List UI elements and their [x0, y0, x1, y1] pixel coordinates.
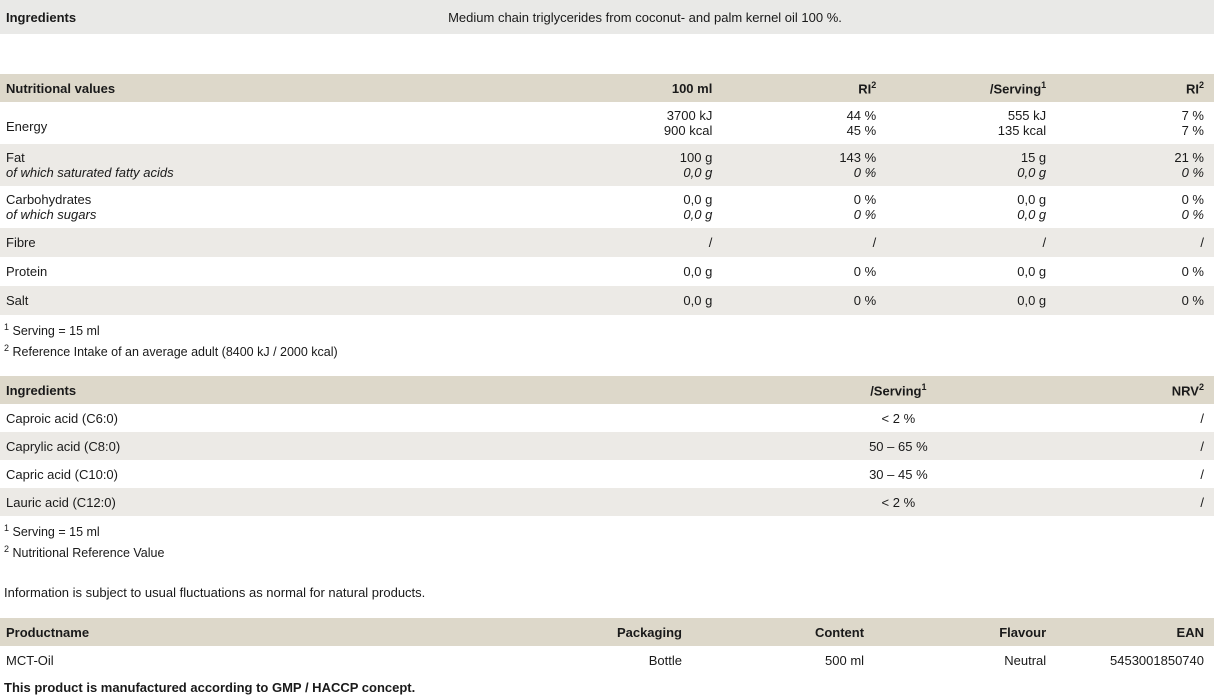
- table-row: [0, 207, 1214, 228]
- nutrition-cell: 0 %: [722, 165, 886, 186]
- table-row: [0, 102, 1214, 123]
- nutrition-cell: 555 kJ: [886, 102, 1056, 123]
- fatty-acid-serving: < 2 %: [753, 404, 1044, 432]
- nutrition-header-title: [0, 74, 558, 102]
- nutrition-header-serving-text: /Serving: [989, 81, 1042, 97]
- nutrition-cell: /: [886, 228, 1056, 257]
- footnote-marker: 1: [4, 523, 10, 534]
- table-row: [0, 646, 1214, 674]
- product-header-row: [0, 618, 1214, 646]
- nutrition-cell: 44 %: [722, 102, 886, 123]
- product-header-content: Content: [692, 618, 874, 646]
- footnote-text: Reference Intake of an average adult (8400 kJ / 2000 kcal): [9, 344, 338, 359]
- nutrition-header-row: [0, 74, 1214, 102]
- nutrition-cell: 143 %: [722, 144, 886, 165]
- product-name: MCT-Oil: [0, 646, 510, 674]
- nutrition-header-per100-text: 100 ml: [671, 80, 713, 96]
- fatty-acids-footnotes: [0, 516, 1214, 563]
- spacer-before-fatty-acids: [0, 362, 1214, 376]
- nutrition-cell: 3700 kJ: [558, 102, 722, 123]
- nutrition-cell: 0,0 g: [886, 286, 1056, 315]
- nutrition-cell: 0 %: [1056, 257, 1214, 286]
- fatty-acid-name: Capric acid (C10:0): [0, 460, 753, 488]
- fluctuation-note: Information is subject to usual fluctuations as normal for natural products.: [4, 585, 426, 601]
- fatty-acids-header-nrv-text: NRV: [1171, 383, 1199, 399]
- nutrition-row-carbohydrates-label: Carbohydrates: [0, 186, 558, 207]
- nutrition-cell: 0 %: [722, 257, 886, 286]
- nutrition-row-energy-label: Energy: [0, 102, 558, 144]
- nutrition-cell: 0,0 g: [558, 186, 722, 207]
- nutrition-cell: 0 %: [1056, 165, 1214, 186]
- product-flavour: Neutral: [874, 646, 1056, 674]
- product-ean: 5453001850740: [1056, 646, 1214, 674]
- fatty-acids-footnote-1: [4, 522, 1214, 543]
- fatty-acid-nrv: /: [1044, 432, 1214, 460]
- spacer-before-product: [0, 600, 1214, 618]
- fatty-acids-header-serving: [753, 376, 1044, 404]
- nutrition-cell: 15 g: [886, 144, 1056, 165]
- nutrition-header-serving: [886, 74, 1056, 102]
- nutrition-cell: 0,0 g: [558, 286, 722, 315]
- nutrition-cell: 100 g: [558, 144, 722, 165]
- fatty-acids-footnote-2: [4, 543, 1214, 564]
- nutrition-cell: 21 %: [1056, 144, 1214, 165]
- nutrition-cell: 0 %: [722, 286, 886, 315]
- nutrition-cell: /: [558, 228, 722, 257]
- ingredients-strip: [0, 0, 1214, 34]
- nutrition-cell: 0,0 g: [886, 207, 1056, 228]
- nutrition-row-fibre-label: Fibre: [0, 228, 558, 257]
- footnote-text: Serving = 15 ml: [9, 324, 100, 339]
- table-row: [0, 460, 1214, 488]
- table-row: [0, 165, 1214, 186]
- nutrition-header-ri1-text: RI: [858, 81, 872, 97]
- nutrition-cell: 135 kcal: [886, 123, 1056, 144]
- footnote-marker: 2: [4, 342, 10, 353]
- fatty-acids-header-ingredients-text: Ingredients: [6, 382, 77, 398]
- fatty-acid-name: Caprylic acid (C8:0): [0, 432, 753, 460]
- nutrition-cell: 0,0 g: [558, 257, 722, 286]
- nutrition-footnote-1: [4, 321, 1214, 342]
- nutrition-header-serving-sup: 1: [1041, 79, 1047, 90]
- nutrition-row-protein-label: Protein: [0, 257, 558, 286]
- nutrition-footnotes: [0, 315, 1214, 362]
- spacer-before-info: [0, 563, 1214, 581]
- nutrition-header-title-text: Nutritional values: [6, 80, 116, 96]
- table-row: [0, 228, 1214, 257]
- nutrition-cell: /: [1056, 228, 1214, 257]
- ingredients-strip-value: Medium chain triglycerides from coconut- and palm kernel oil 100 %.: [448, 9, 842, 25]
- nutrition-cell: 0,0 g: [558, 165, 722, 186]
- nutrition-cell: 0 %: [1056, 207, 1214, 228]
- product-header-ean: EAN: [1056, 618, 1214, 646]
- nutrition-row-salt-label: Salt: [0, 286, 558, 315]
- product-content: 500 ml: [692, 646, 874, 674]
- nutrition-header-per100: [558, 74, 722, 102]
- ingredients-strip-label: Ingredients: [6, 9, 77, 25]
- fatty-acid-serving: 50 – 65 %: [753, 432, 1044, 460]
- fatty-acid-name: Caproic acid (C6:0): [0, 404, 753, 432]
- nutrition-header-ri1: [722, 74, 886, 102]
- nutrition-row-fat-label: Fat: [0, 144, 558, 165]
- table-row: [0, 488, 1214, 516]
- nutrition-header-ri2-sup: 2: [1198, 79, 1204, 90]
- table-row: [0, 432, 1214, 460]
- nutrition-footnote-2: [4, 342, 1214, 363]
- nutrition-cell: 7 %: [1056, 123, 1214, 144]
- fatty-acids-header-serving-text: /Serving: [870, 383, 922, 399]
- nutrition-cell: 0 %: [1056, 186, 1214, 207]
- product-header-packaging: Packaging: [510, 618, 692, 646]
- table-row: [0, 186, 1214, 207]
- product-table: [0, 618, 1214, 674]
- nutrition-cell: 0 %: [1056, 286, 1214, 315]
- fatty-acids-header-ingredients: [0, 376, 753, 404]
- footnote-marker: 1: [4, 322, 10, 332]
- product-header-flavour: Flavour: [874, 618, 1056, 646]
- fatty-acids-header-row: [0, 376, 1214, 404]
- ingredients-strip-row: [0, 0, 1214, 34]
- nutrition-header-ri2: [1056, 74, 1214, 102]
- nutrition-cell: 7 %: [1056, 102, 1214, 123]
- footnote-text: Serving = 15 ml: [9, 525, 100, 540]
- fatty-acid-nrv: /: [1044, 488, 1214, 516]
- table-row: [0, 404, 1214, 432]
- product-header-name: Productname: [0, 618, 510, 646]
- table-row: [0, 144, 1214, 165]
- nutrition-cell: 0,0 g: [886, 165, 1056, 186]
- footnote-marker: 2: [4, 543, 10, 554]
- spacer-after-ingredients: [0, 34, 1214, 74]
- nutrition-table: [0, 74, 1214, 315]
- nutrition-cell: 0,0 g: [558, 207, 722, 228]
- table-row: [0, 286, 1214, 315]
- fatty-acids-header-serving-sup: 1: [921, 381, 927, 392]
- nutrition-cell: 900 kcal: [558, 123, 722, 144]
- footnote-text: Nutritional Reference Value: [9, 545, 165, 560]
- nutrition-row-saturated-label: of which saturated fatty acids: [0, 165, 558, 186]
- nutrition-cell: 0,0 g: [886, 257, 1056, 286]
- table-row: [0, 257, 1214, 286]
- fatty-acid-nrv: /: [1044, 460, 1214, 488]
- fatty-acid-nrv: /: [1044, 404, 1214, 432]
- fatty-acid-name: Lauric acid (C12:0): [0, 488, 753, 516]
- product-packaging: Bottle: [510, 646, 692, 674]
- nutrition-header-ri1-sup: 2: [871, 79, 877, 90]
- fatty-acid-serving: 30 – 45 %: [753, 460, 1044, 488]
- nutrition-cell: 45 %: [722, 123, 886, 144]
- nutrition-cell: 0 %: [722, 186, 886, 207]
- nutrition-row-sugars-label: of which sugars: [0, 207, 558, 228]
- gmp-haccp-note: This product is manufactured according to GMP / HACCP concept.: [4, 680, 416, 695]
- nutrition-header-ri2-text: RI: [1185, 81, 1199, 97]
- fatty-acid-serving: < 2 %: [753, 488, 1044, 516]
- nutrition-cell: 0,0 g: [886, 186, 1056, 207]
- fatty-acids-header-nrv: [1044, 376, 1214, 404]
- fatty-acids-table: [0, 376, 1214, 516]
- nutrition-cell: /: [722, 228, 886, 257]
- nutrition-cell: 0 %: [722, 207, 886, 228]
- fatty-acids-header-nrv-sup: 2: [1198, 381, 1204, 392]
